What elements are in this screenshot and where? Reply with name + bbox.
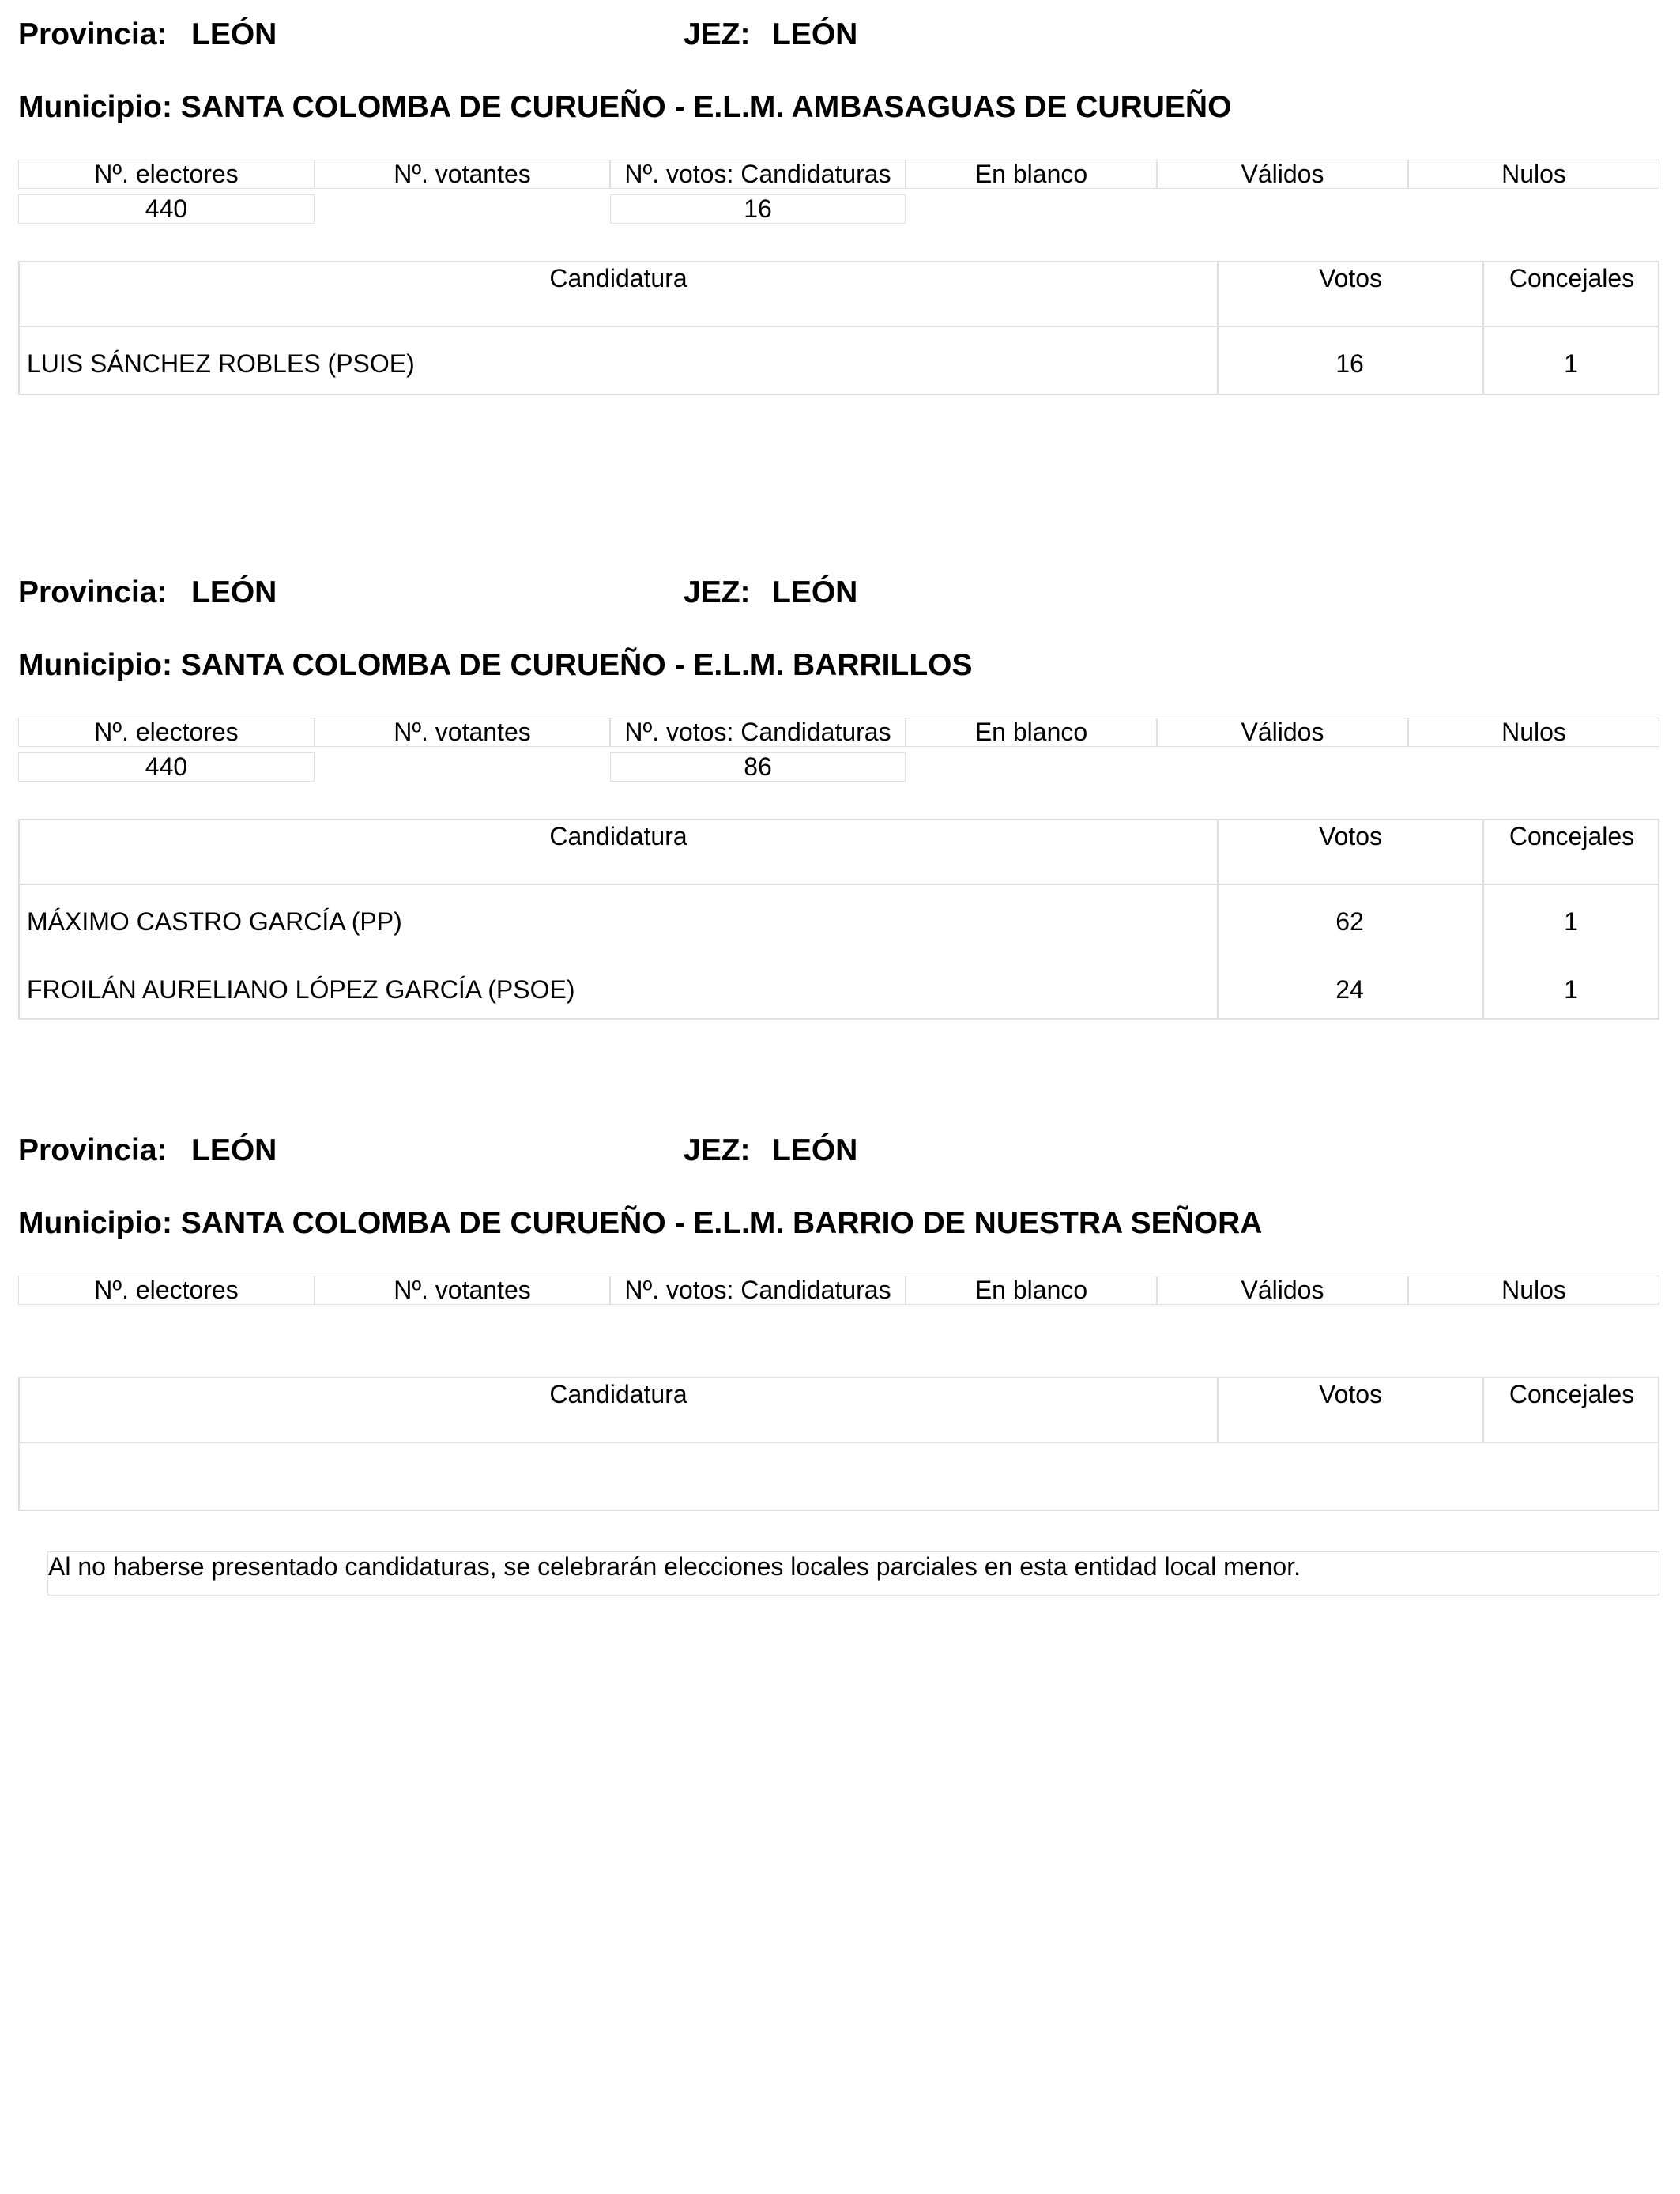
candidate-name: FROILÁN AURELIANO LÓPEZ GARCÍA (PSOE) [27, 975, 575, 1004]
candidate-votes: 62 [1335, 907, 1364, 936]
stat-value-electores: 440 [18, 194, 315, 224]
provincia-label: Provincia: [18, 17, 168, 51]
jez-value: LEÓN [772, 575, 858, 609]
table-row [20, 907, 1658, 947]
candidate-name: MÁXIMO CASTRO GARCÍA (PP) [27, 907, 402, 936]
candidate-votes: 16 [1335, 349, 1364, 378]
stat-value-votos-candidaturas: 86 [610, 752, 906, 782]
stat-header-votos-candidaturas: Nº. votos: Candidaturas [610, 160, 906, 189]
header-votos: Votos [1217, 820, 1482, 884]
stat-header-validos: Válidos [1157, 1276, 1408, 1305]
table-row [20, 975, 1658, 1015]
provincia-value: LEÓN [191, 17, 277, 51]
provincia-label: Provincia: [18, 575, 168, 609]
municipio-value: SANTA COLOMBA DE CURUEÑO - E.L.M. BARRIO DE NUESTRA SEÑORA [180, 1206, 1263, 1240]
stat-header-en-blanco: En blanco [906, 160, 1157, 189]
stat-header-en-blanco: En blanco [906, 718, 1157, 747]
stat-header-validos: Válidos [1157, 160, 1408, 189]
provincia-value: LEÓN [191, 575, 277, 609]
stat-header-electores: Nº. electores [18, 1276, 315, 1305]
section-ambasaguas [0, 0, 1680, 553]
stat-header-electores: Nº. electores [18, 718, 315, 747]
candidate-votes: 24 [1335, 975, 1364, 1004]
header-concejales: Concejales [1482, 262, 1659, 326]
table-header-row [20, 820, 1658, 885]
stat-header-votantes: Nº. votantes [315, 160, 610, 189]
candidates-table [18, 819, 1659, 1020]
header-votos: Votos [1217, 262, 1482, 326]
header-candidatura: Candidatura [549, 1380, 687, 1408]
stat-header-nulos: Nulos [1408, 718, 1659, 747]
no-candidates-note: Al no haberse presentado candidaturas, se celebrarán elecciones locales parciales en esta entidad local menor. [47, 1551, 1659, 1596]
candidate-seats: 1 [1564, 349, 1578, 378]
table-header-row [20, 262, 1658, 327]
stat-value-votos-candidaturas: 16 [610, 194, 906, 224]
stat-header-en-blanco: En blanco [906, 1276, 1157, 1305]
stat-header-votantes: Nº. votantes [315, 1276, 610, 1305]
stat-value-electores: 440 [18, 752, 315, 782]
municipio-title: Municipio: SANTA COLOMBA DE CURUEÑO - E.L.M. AMBASAGUAS DE CURUEÑO [18, 90, 1232, 124]
stat-header-validos: Válidos [1157, 718, 1408, 747]
candidate-seats: 1 [1564, 907, 1578, 936]
table-row [20, 349, 1658, 389]
candidate-name: LUIS SÁNCHEZ ROBLES (PSOE) [27, 349, 415, 378]
table-header-row [20, 1378, 1658, 1443]
candidate-seats: 1 [1564, 975, 1578, 1004]
municipio-title: Municipio: SANTA COLOMBA DE CURUEÑO - E.L.M. BARRIO DE NUESTRA SEÑORA [18, 1206, 1263, 1240]
provincia-label: Provincia: [18, 1133, 168, 1167]
header-concejales: Concejales [1482, 820, 1659, 884]
header-candidatura: Candidatura [549, 264, 687, 292]
provincia-value: LEÓN [191, 1133, 277, 1167]
jez-label: JEZ: [684, 17, 751, 51]
stat-header-nulos: Nulos [1408, 1276, 1659, 1305]
stat-header-electores: Nº. electores [18, 160, 315, 189]
header-concejales: Concejales [1482, 1378, 1659, 1442]
jez-label: JEZ: [684, 575, 751, 609]
stat-header-votos-candidaturas: Nº. votos: Candidaturas [610, 718, 906, 747]
section-barrillos [0, 558, 1680, 1111]
stat-header-nulos: Nulos [1408, 160, 1659, 189]
municipio-value: SANTA COLOMBA DE CURUEÑO - E.L.M. BARRILLOS [180, 648, 973, 682]
candidates-table [18, 261, 1659, 395]
stat-header-votantes: Nº. votantes [315, 718, 610, 747]
empty-table-body [20, 1443, 1658, 1511]
header-candidatura: Candidatura [549, 822, 687, 850]
jez-label: JEZ: [684, 1133, 751, 1167]
stat-header-votos-candidaturas: Nº. votos: Candidaturas [610, 1276, 906, 1305]
jez-value: LEÓN [772, 17, 858, 51]
jez-value: LEÓN [772, 1133, 858, 1167]
candidates-table [18, 1377, 1659, 1511]
municipio-value: SANTA COLOMBA DE CURUEÑO - E.L.M. AMBASAGUAS DE CURUEÑO [180, 90, 1232, 124]
municipio-title: Municipio: SANTA COLOMBA DE CURUEÑO - E.L.M. BARRILLOS [18, 648, 973, 682]
header-votos: Votos [1217, 1378, 1482, 1442]
